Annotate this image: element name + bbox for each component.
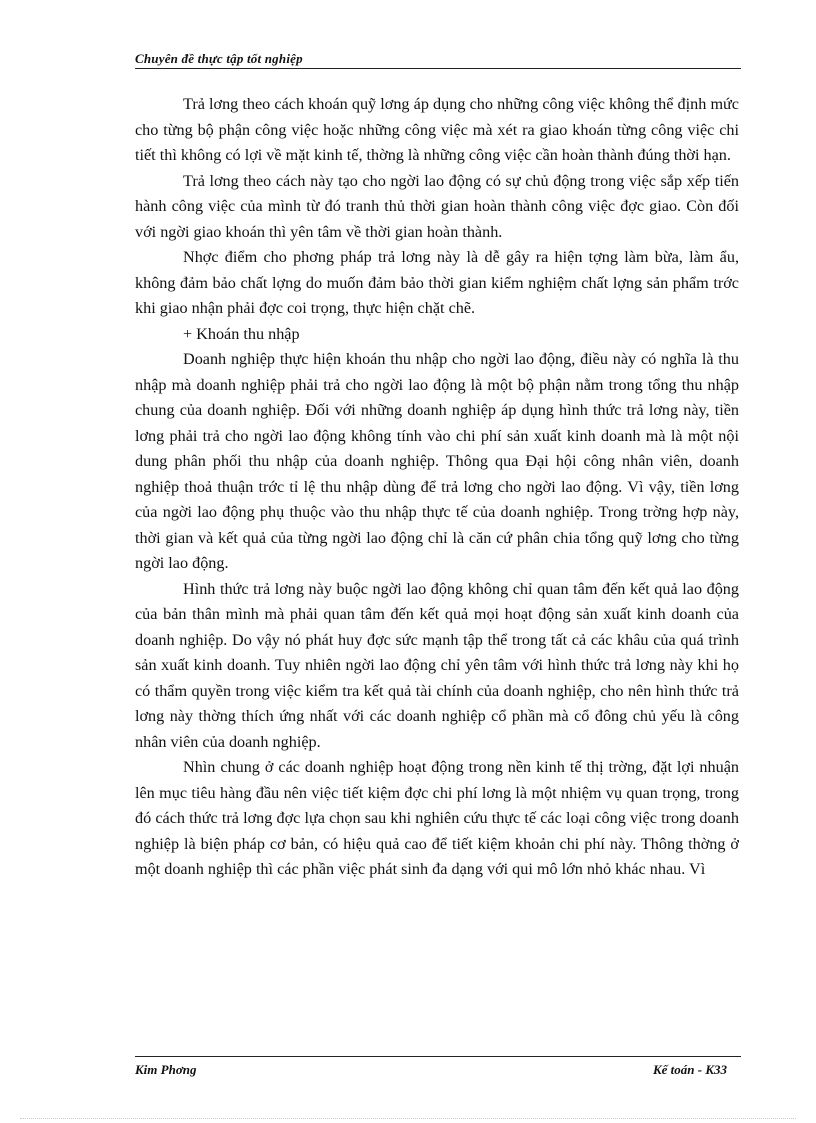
paragraph-2: Trả lơng theo cách này tạo cho ngời lao động có sự chủ động trong việc sắp xếp tiến hành công việc của mình từ đó tranh thủ thời gian hoàn thành công việc đợc giao. Còn đối với ngời giao khoán thì yên tâm về thời gian hoàn thành. [135, 171, 739, 241]
footer-class: Kế toán - K33 [652, 1062, 727, 1077]
paragraph-5: Hình thức trả lơng này buộc ngời lao động không chỉ quan tâm đến kết quả lao động của bản thân mình mà phải quan tâm đến kết quả mọi hoạt động sản xuất kinh doanh của doanh nghiệp. Do vậy nó phát huy đợc sức mạnh tập thể trong tất cả các khâu của quá trình sản xuất kinh doanh. Tuy nhiên ngời lao động chỉ yên tâm với hình thức trả lơng này khi họ có thẩm quyền trong việc kiểm tra kết quả tài chính của doanh nghiệp, cho nên hình thức trả lơng này thờng thích ứng nhất với các doanh nghiệp cổ phần mà cổ đông chủ yếu là công nhân viên của doanh nghiệp. [135, 579, 739, 751]
page-header [135, 48, 741, 69]
page-footer [135, 1056, 741, 1077]
paragraph-4: Doanh nghiệp thực hiện khoán thu nhập cho ngời lao động, điều này có nghĩa là thu nhập mà doanh nghiệp phải trả cho ngời lao động là một bộ phận nằm trong tổng thu nhập chung của doanh nghiệp. Đối với những doanh nghiệp áp dụng hình thức trả lơng này, tiền lơng phải trả cho ngời lao động không tính vào chi phí sản xuất kinh doanh mà là một nội dung phân phối thu nhập của doanh nghiệp. Thông qua Đại hội công nhân viên, doanh nghiệp thoả thuận trớc tỉ lệ thu nhập dùng để trả lơng cho ngời lao động. Vì vậy, tiền lơng của ngời lao động phụ thuộc vào thu nhập thực tế của doanh nghiệp. Trong trờng hợp này, thời gian và kết quả của từng ngời lao động chỉ là căn cứ phân chia tổng quỹ lơng cho từng ngời lao động. [135, 350, 739, 572]
paragraph-6: Nhìn chung ở các doanh nghiệp hoạt động trong nền kinh tế thị trờng, đặt lợi nhuận lên mục tiêu hàng đầu nên việc tiết kiệm đợc chi phí lơng là một nhiệm vụ quan trọng, trong đó cách thức trả lơng đợc lựa chọn sau khi nghiên cứu thực tế các loại công việc trong doanh nghiệp là biện pháp cơ bản, có hiệu quả cao để tiết kiệm khoản chi phí này. Thông thờng ở một doanh nghiệp thì các phần việc phát sinh đa dạng với qui mô lớn nhỏ khác nhau. Vì [135, 758, 739, 878]
header-title: Chuyên đề thực tập tốt nghiệp [135, 51, 303, 66]
page-bottom-divider [20, 1118, 796, 1119]
paragraph-3: Nhợc điểm cho phơng pháp trả lơng này là dễ gây ra hiện tợng làm bừa, làm ẩu, không đảm bảo chất lợng do muốn đảm bảo thời gian kiểm nghiệm chất lợng sản phẩm trớc khi giao nhận phải đợc coi trọng, thực hiện chặt chẽ. [135, 248, 739, 317]
section-heading: + Khoán thu nhập [183, 324, 300, 343]
paragraph-1: Trả lơng theo cách khoán quỹ lơng áp dụng cho những công việc không thể định mức cho từng bộ phận công việc hoặc những công việc mà xét ra giao khoán từng công việc chi tiết thì không có lợi về mặt kinh tế, thờng là những công việc cần hoàn thành đúng thời hạn. [135, 95, 739, 164]
footer-author: Kim Phơng [135, 1062, 197, 1077]
document-body [135, 92, 739, 883]
